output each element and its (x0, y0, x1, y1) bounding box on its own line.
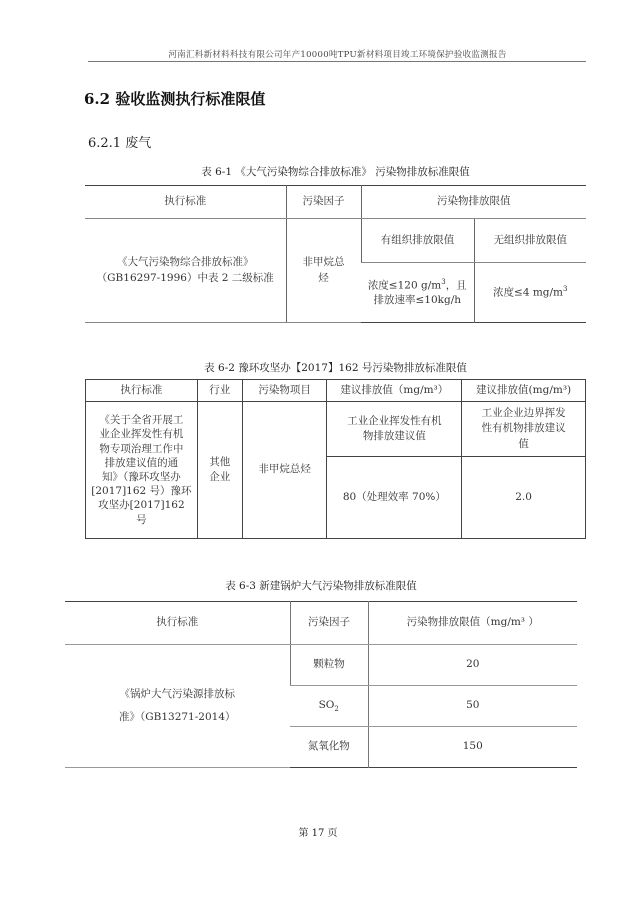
table2-standard-line: 排放建议值的通 (104, 456, 179, 469)
table2-header-standard: 执行标准 (86, 380, 198, 402)
header-rule (88, 61, 586, 62)
table3-value-so2: 50 (368, 686, 577, 727)
table2-standard-line: 物专项治理工作中 (99, 442, 184, 455)
table2-industry-cell (197, 402, 242, 539)
table2-org-label-line2: 物排放建议值 (362, 430, 426, 442)
table3-factor-so2 (290, 686, 368, 727)
table2-org-label-line1: 工业企业挥发性有机 (347, 414, 442, 427)
table3-standard-line1: 《锅炉大气污染源排放标 (119, 687, 235, 700)
table2 (85, 379, 586, 539)
table2-standard-line: 《关于全省开展工 (99, 414, 184, 427)
table1-header-limit: 污染物排放限值 (361, 186, 586, 219)
table1-standard-line1: 《大气污染物综合排放标准》 (117, 256, 254, 269)
table2-boundary-label-line2: 性有机物排放建议 (481, 422, 566, 435)
table1-organized-sup: 3 (441, 277, 446, 286)
table3-so2-prefix: SO (318, 698, 335, 711)
table2-header-industry: 行业 (197, 380, 242, 402)
section-heading: 6.2 验收监测执行标准限值 (84, 90, 266, 108)
table3-so2-sub: 2 (334, 704, 339, 713)
table1-organized-prefix: 浓度≤120 g/m (367, 279, 442, 292)
table3-standard-line2: 准》（GB13271-2014） (118, 711, 236, 723)
table2-caption: 表 6-2 豫环攻坚办【2017】162 号污染物排放标准限值 (204, 362, 467, 374)
table1-factor-line1: 非甲烷总 (302, 256, 345, 269)
table3-factor-nox: 氮氧化物 (307, 740, 350, 753)
page-number: 第 17 页 (298, 828, 338, 839)
running-header: 河南汇科新材料科技有限公司年产10000吨TPU新材料项目竣工环境保护验收监测报告 (168, 50, 507, 60)
table3-header-limit: 污染物排放限值（mg/m³ ） (368, 602, 577, 645)
table2-boundary-label-line1: 工业企业边界挥发 (481, 407, 566, 420)
table2-industry-line1: 其他 (209, 455, 231, 468)
table2-standard-line: 知》（豫环攻坚办 (102, 471, 181, 483)
table2-org-value: 80（处理效率 70%） (327, 457, 462, 539)
table2-standard-line: [2017]162 号）豫环 (91, 485, 192, 498)
table2-standard-line: 业企业挥发性有机 (99, 428, 184, 441)
table1-header-unorganized: 无组织排放限值 (474, 219, 586, 263)
table1-factor-cell (286, 219, 361, 323)
table2-standard-line: 攻坚办[2017]162 (98, 499, 185, 512)
table3-value-pm: 20 (368, 645, 577, 686)
table2-standard-line: 号 (136, 513, 147, 526)
table2-org-label (327, 402, 462, 457)
table1 (85, 185, 586, 323)
table3-header-standard: 执行标准 (65, 602, 290, 645)
table2-boundary-value: 2.0 (462, 457, 586, 539)
table1-standard-line2: （GB16297-1996）中表 2 二级标准 (96, 271, 274, 284)
table2-header-suggested: 建议排放值（mg/m³） (327, 380, 462, 402)
table1-organized-line2: 排放速率≤10kg/h (373, 294, 462, 307)
table2-boundary-label (462, 402, 586, 457)
table1-header-standard: 执行标准 (85, 186, 286, 219)
table3-factor-pm: 颗粒物 (290, 645, 368, 686)
table2-header-pollutant: 污染物项目 (242, 380, 327, 402)
table3 (65, 601, 577, 768)
table1-header-factor: 污染因子 (286, 186, 361, 219)
table2-pollutant-cell: 非甲烷总烃 (242, 402, 327, 539)
table3-standard-cell (65, 645, 290, 768)
table2-industry-line2: 企业 (209, 471, 231, 483)
table1-unorganized-sup: 3 (563, 285, 568, 294)
table1-organized-value (361, 263, 474, 323)
table1-caption: 表 6-1 《大气污染物综合排放标准》 污染物排放标准限值 (201, 166, 470, 178)
table3-header-factor: 污染因子 (290, 602, 368, 645)
table1-header-organized: 有组织排放限值 (361, 219, 474, 263)
table1-unorganized-prefix: 浓度≤4 mg/m (493, 286, 564, 299)
table2-header-suggested2: 建议排放值(mg/m³) (462, 380, 586, 402)
table2-standard-cell (86, 402, 198, 539)
table3-value-nox: 150 (368, 727, 577, 768)
table2-boundary-label-line3: 值 (518, 437, 529, 450)
table1-unorganized-value (474, 263, 586, 323)
table3-caption: 表 6-3 新建锅炉大气污染物排放标准限值 (225, 580, 417, 592)
table1-standard-cell (85, 219, 286, 323)
table1-factor-line2: 烃 (318, 271, 329, 284)
table1-organized-suffix: ，且 (445, 279, 467, 292)
subsection-heading: 6.2.1 废气 (88, 136, 152, 151)
